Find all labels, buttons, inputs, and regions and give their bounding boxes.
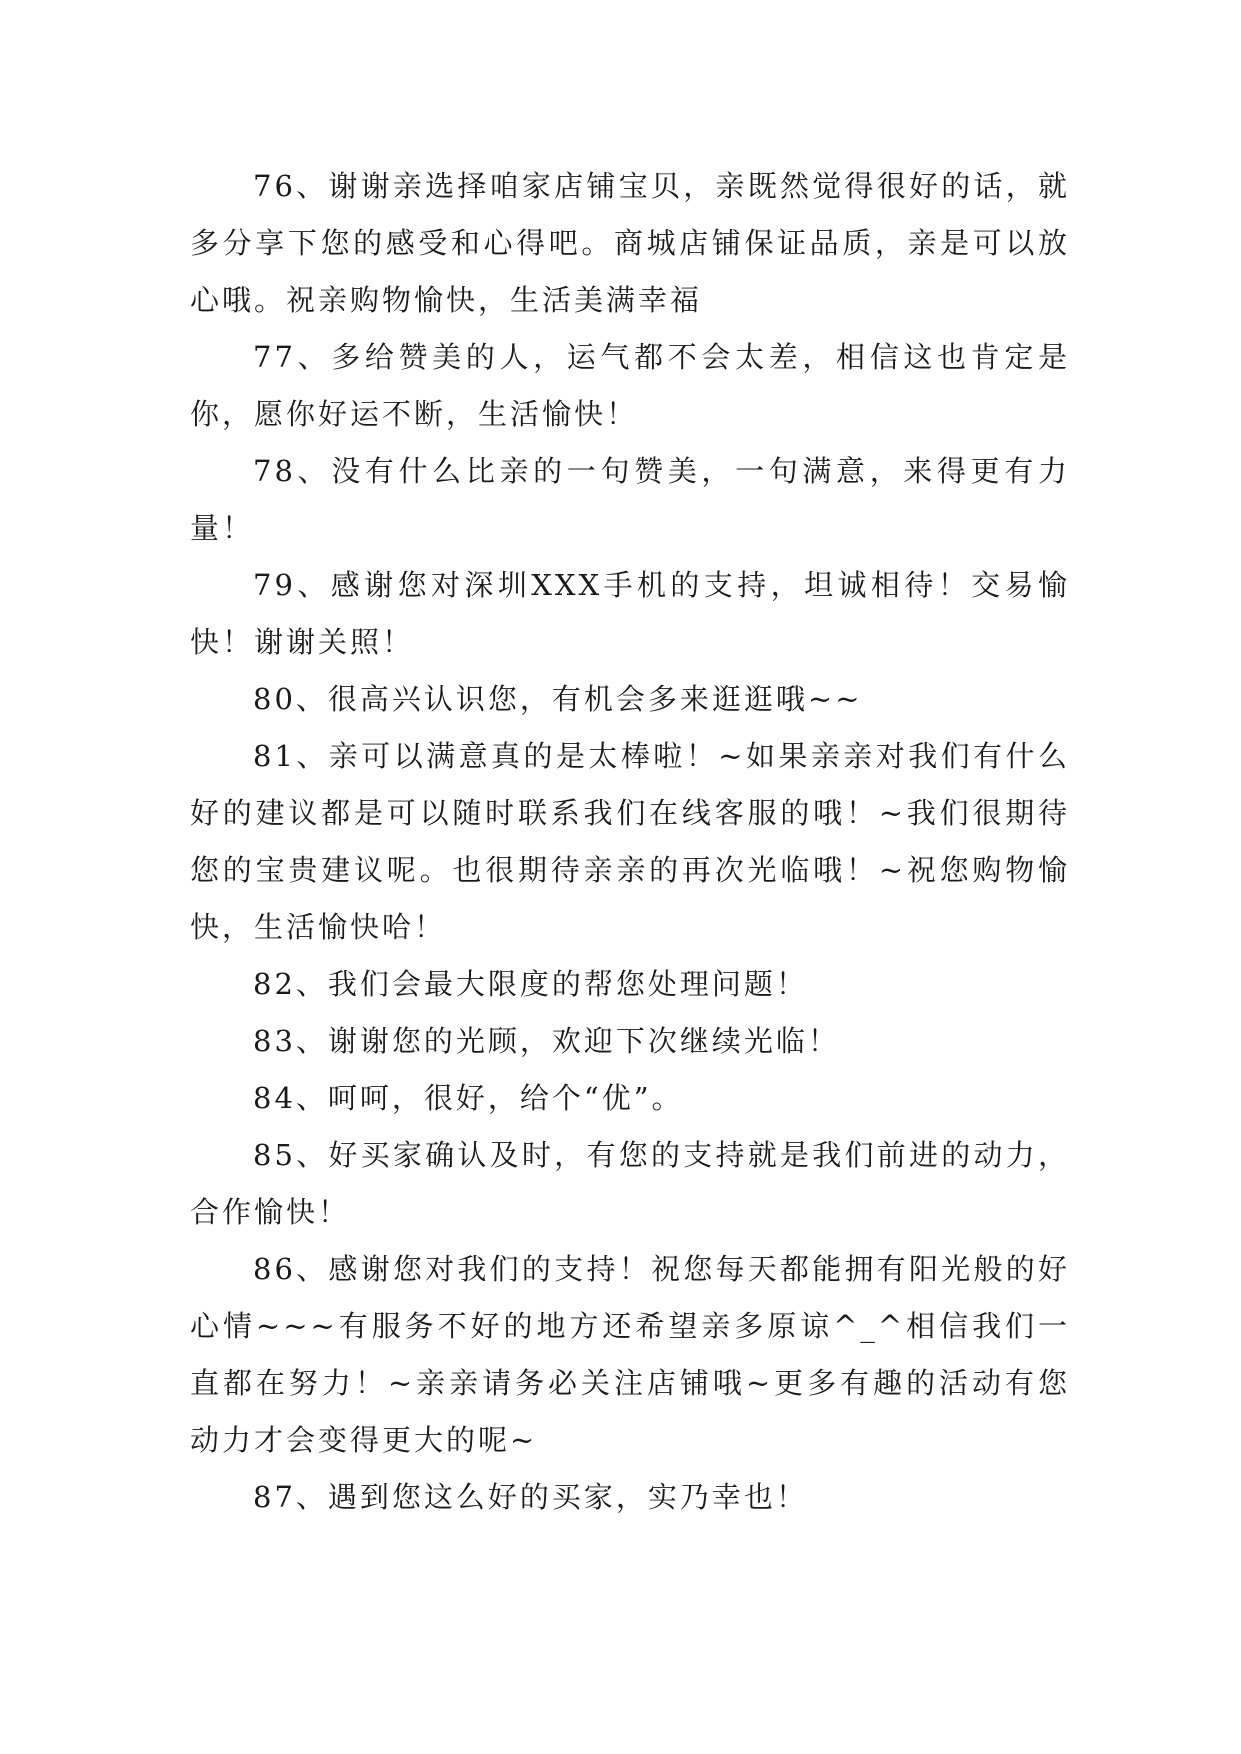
paragraph-79: 79、感谢您对深圳XXX手机的支持，坦诚相待！交易愉快！谢谢关照！ — [190, 568, 1070, 659]
paragraph-80: 80、很高兴认识您，有机会多来逛逛哦~~ — [253, 682, 863, 716]
paragraph-82: 82、我们会最大限度的帮您处理问题！ — [253, 967, 808, 1001]
document-body — [190, 158, 1070, 1526]
paragraph-76: 76、谢谢亲选择咱家店铺宝贝，亲既然觉得很好的话，就多分享下您的感受和心得吧。商城店铺保证品质，亲是可以放心哦。祝亲购物愉快，生活美满幸福 — [190, 169, 1070, 317]
paragraph-83: 83、谢谢您的光顾，欢迎下次继续光临！ — [253, 1024, 840, 1058]
paragraph-78: 78、没有什么比亲的一句赞美，一句满意，来得更有力量！ — [190, 454, 1070, 545]
paragraph-85: 85、好买家确认及时，有您的支持就是我们前进的动力，合作愉快！ — [190, 1138, 1070, 1229]
paragraph-86: 86、感谢您对我们的支持！祝您每天都能拥有阳光般的好心情~~~有服务不好的地方还希望亲多原谅^_^相信我们一直都在努力！~亲亲请务必关注店铺哦~更多有趣的活动有您动力才会变得更大的呢~ — [190, 1252, 1070, 1457]
paragraph-87: 87、遇到您这么好的买家，实乃幸也！ — [253, 1480, 808, 1514]
paragraph-84: 84、呵呵，很好，给个“优”。 — [253, 1081, 684, 1115]
paragraph-81: 81、亲可以满意真的是太棒啦！~如果亲亲对我们有什么好的建议都是可以随时联系我们在线客服的哦！~我们很期待您的宝贵建议呢。也很期待亲亲的再次光临哦！~祝您购物愉快，生活愉快哈！ — [190, 739, 1070, 944]
paragraph-77: 77、多给赞美的人，运气都不会太差，相信这也肯定是你，愿你好运不断，生活愉快！ — [190, 340, 1070, 431]
